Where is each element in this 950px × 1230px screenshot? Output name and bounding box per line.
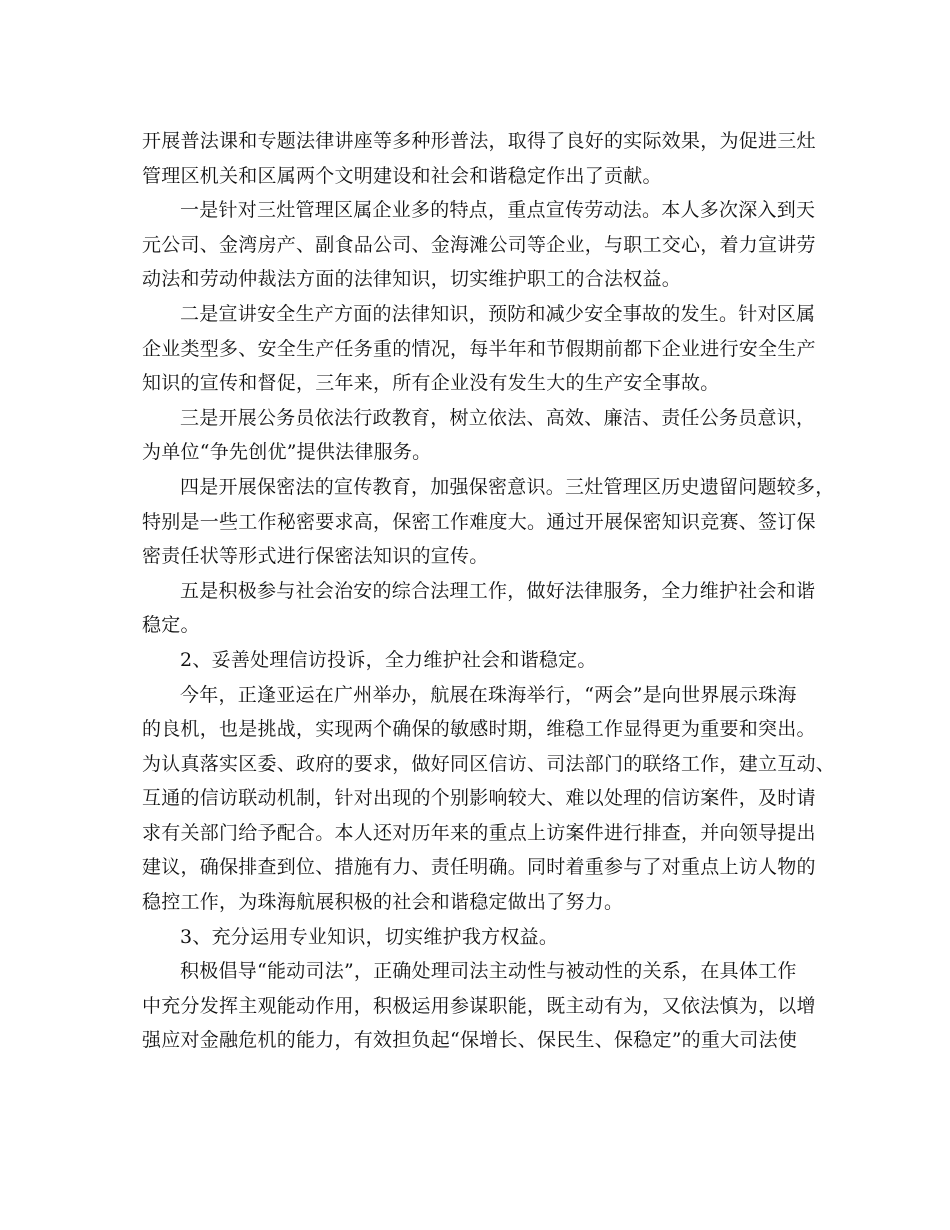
text-line: 三是开展公务员依法行政教育，树立依法、高效、廉洁、责任公务员意识， (180, 406, 816, 429)
text-line: 2、妥善处理信访投诉，全力维护社会和谐稳定。 (180, 648, 597, 671)
text-line: 稳定。 (142, 614, 200, 637)
text-line: 互通的信访联动机制，针对出现的个别影响较大、难以处理的信访案件，及时请 (142, 787, 816, 810)
text-line: 的良机，也是挑战，实现两个确保的敏感时期，维稳工作显得更为重要和突出。 (142, 718, 816, 741)
text-line: 稳控工作，为珠海航展积极的社会和谐稳定做出了努力。 (142, 891, 624, 914)
text-line: 密责任状等形式进行保密法知识的宣传。 (142, 545, 489, 568)
text-line: 管理区机关和区属两个文明建设和社会和谐稳定作出了贡献。 (142, 164, 662, 187)
text-line: 积极倡导“能动司法”，正确处理司法主动性与被动性的关系，在具体工作 (180, 960, 797, 983)
text-line: 五是积极参与社会治安的综合法理工作，做好法律服务，全力维护社会和谐 (180, 579, 816, 602)
text-line: 开展普法课和专题法律讲座等多种形普法，取得了良好的实际效果，为促进三灶 (142, 130, 816, 152)
text-line: 为单位“争先创优”提供法律服务。 (142, 441, 432, 464)
text-line: 强应对金融危机的能力，有效担负起“保增长、保民生、保稳定”的重大司法使 (142, 1029, 798, 1052)
text-line: 为认真落实区委、政府的要求，做好同区信访、司法部门的联络工作，建立互动、 (142, 752, 836, 775)
text-line: 3、充分运用专业知识，切实维护我方权益。 (180, 925, 559, 948)
text-line: 求有关部门给予配合。本人还对历年来的重点上访案件进行排查，并向领导提出 (142, 821, 816, 844)
text-line: 元公司、金湾房产、副食品公司、金海滩公司等企业，与职工交心，着力宣讲劳 (142, 233, 816, 256)
text-line: 建议，确保排查到位、措施有力、责任明确。同时着重参与了对重点上访人物的 (142, 856, 816, 879)
text-line: 动法和劳动仲裁法方面的法律知识，切实维护职工的合法权益。 (142, 268, 682, 291)
text-line: 一是针对三灶管理区属企业多的特点，重点宣传劳动法。本人多次深入到天 (180, 199, 816, 222)
text-line: 特别是一些工作秘密要求高，保密工作难度大。通过开展保密知识竞赛、签订保 (142, 510, 816, 533)
text-line: 今年，正逢亚运在广州举办，航展在珠海举行，“两会”是向世界展示珠海 (180, 683, 797, 706)
text-line: 四是开展保密法的宣传教育，加强保密意识。三灶管理区历史遗留问题较多， (180, 475, 835, 498)
text-line: 企业类型多、安全生产任务重的情况，每半年和节假期前都下企业进行安全生产 (142, 337, 816, 360)
text-line: 二是宣讲安全生产方面的法律知识，预防和减少安全事故的发生。针对区属 (180, 302, 816, 325)
text-line: 知识的宣传和督促，三年来，所有企业没有发生大的生产安全事故。 (142, 372, 720, 395)
text-line: 中充分发挥主观能动作用，积极运用参谋职能，既主动有为，又依法慎为，以增 (142, 994, 816, 1017)
